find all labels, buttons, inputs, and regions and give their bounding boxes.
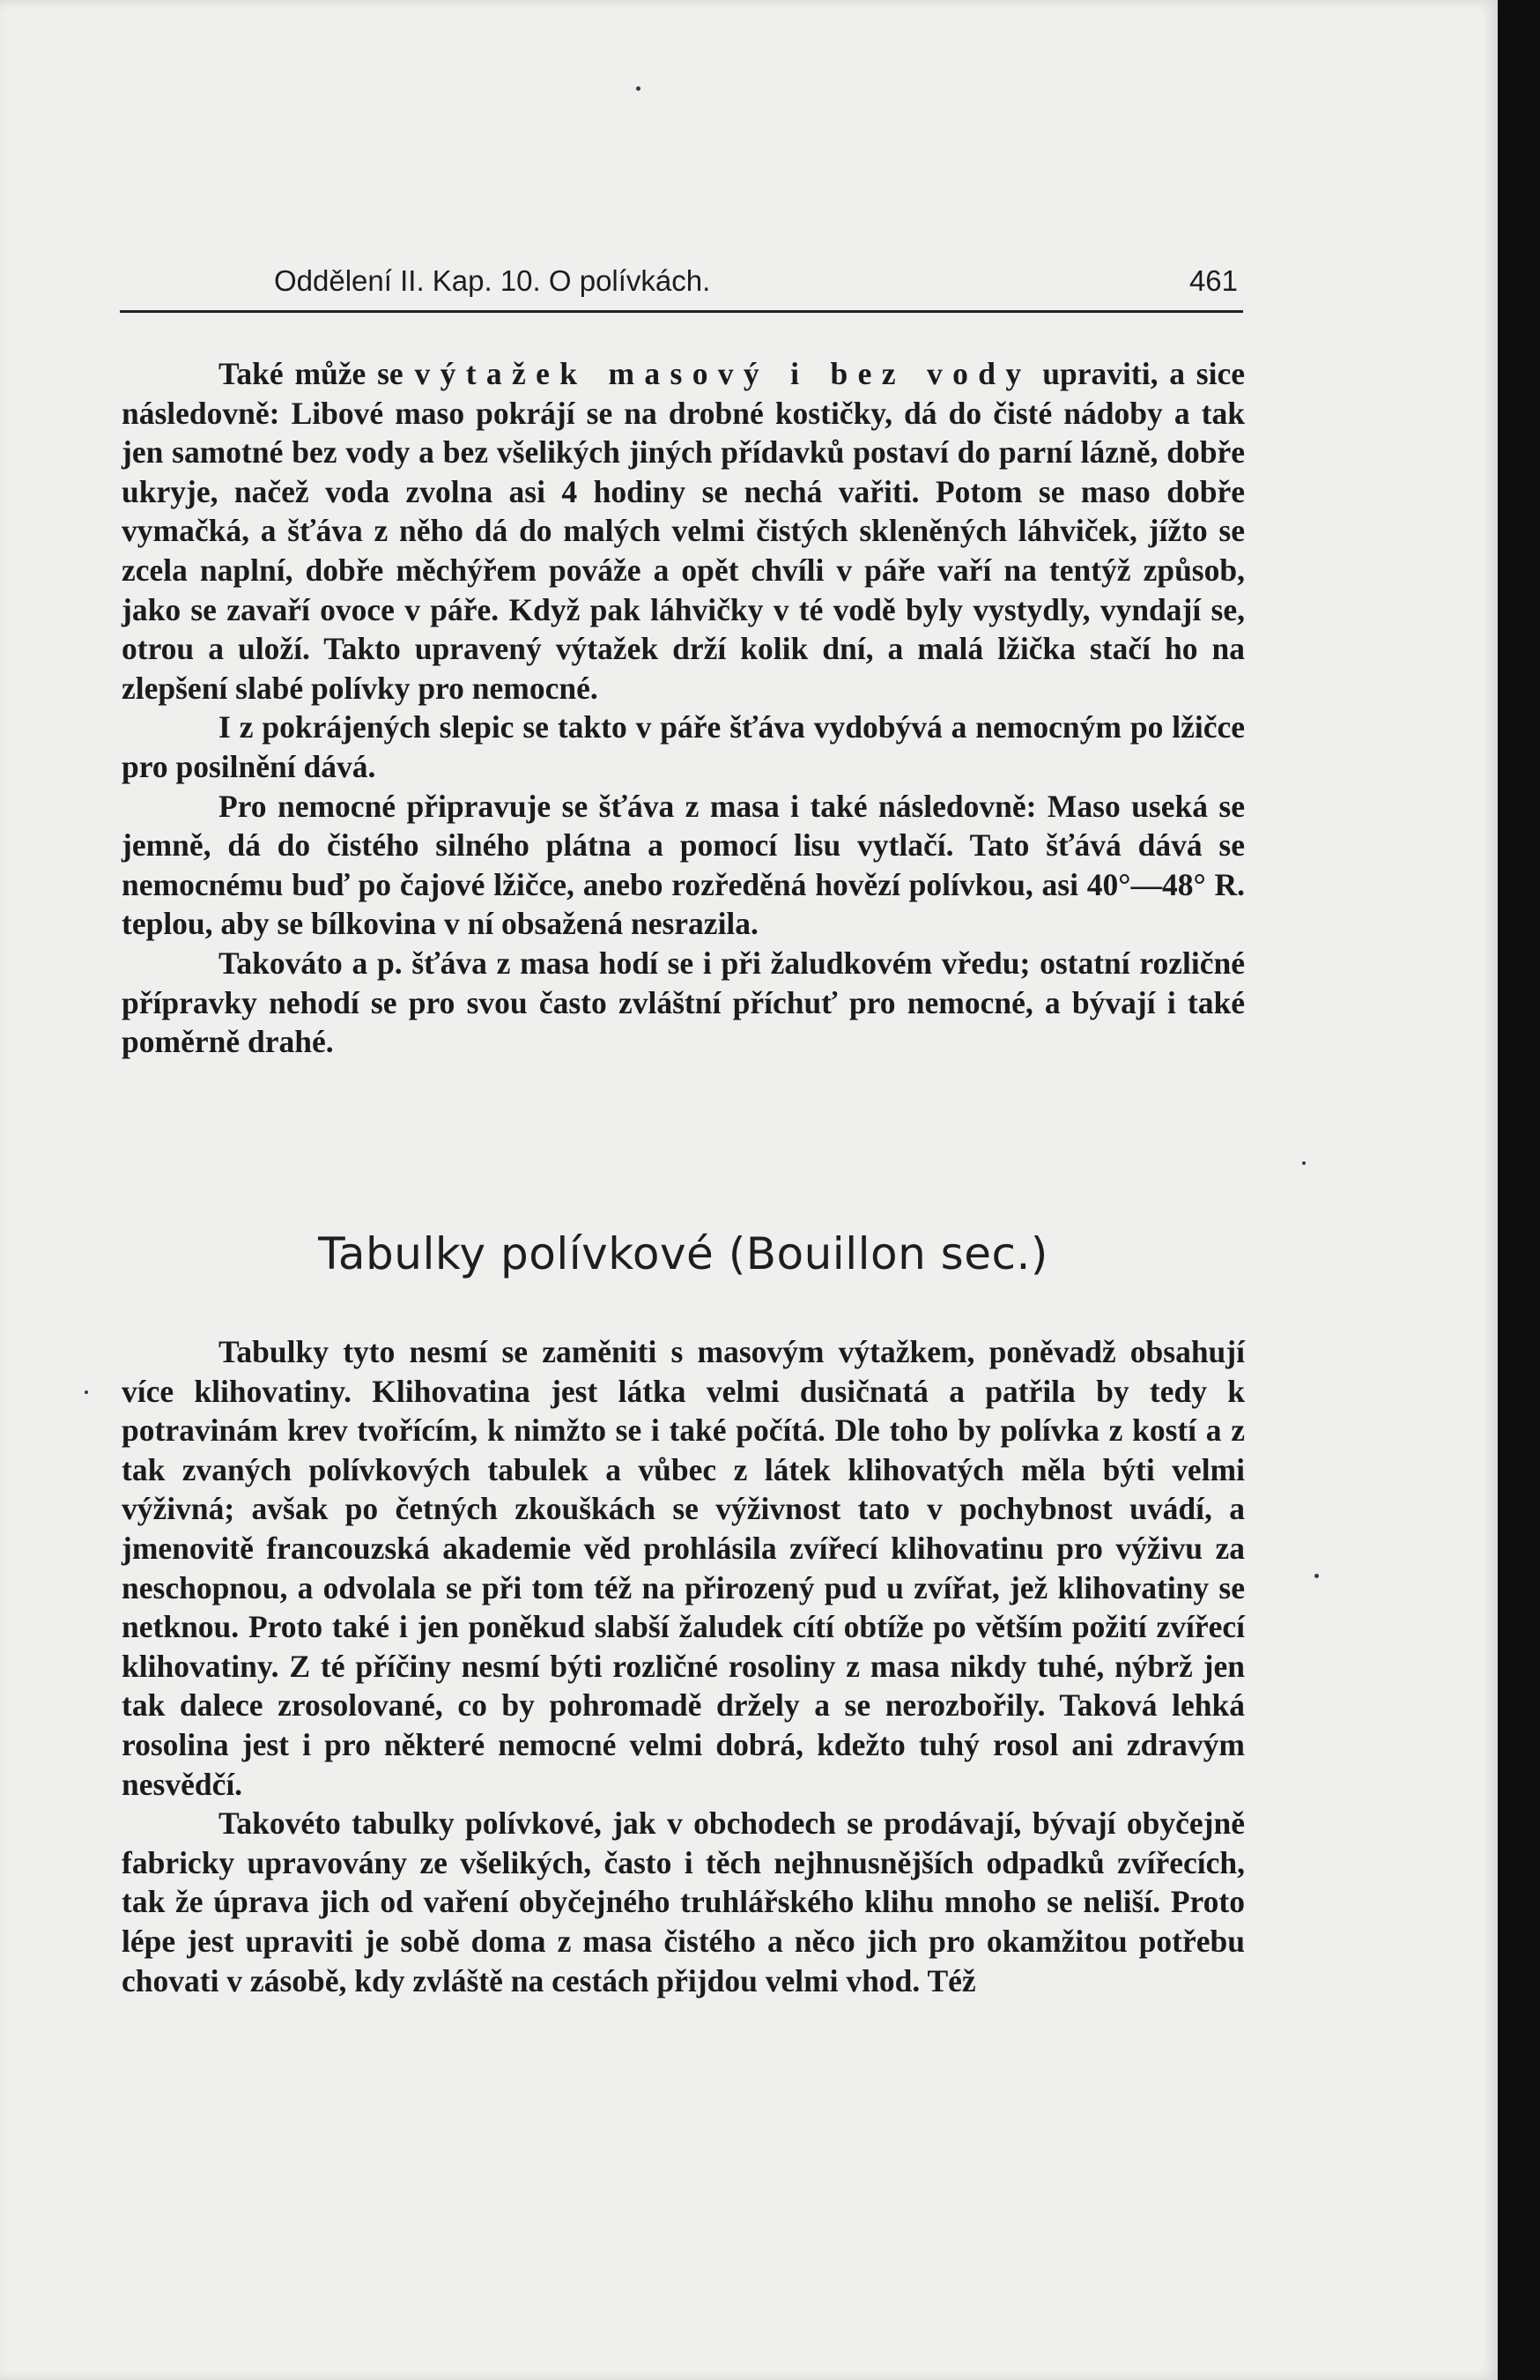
paragraph: Takováto a p. šťáva z masa hodí se i při žaludkovém vředu; ostatní rozličné přípravky nehodí se pro svou často zvláštní příchuť pro nemocné, a bývají i také poměrně drahé. (122, 945, 1245, 1060)
paragraph-rest: upraviti, a sice následovně: Libové maso pokrájí se na drobné kostičky, dá do čisté nádoby a tak jen samotné bez vody a bez všelikých jiných přídavků postaví do parní lázně, dobře ukryje, načež voda zvolna asi 4 hodiny se nechá vařiti. Potom se maso dobře vymačká, a šťáva z něho dá do malých velmi čistých skleněných láhviček, jížto se zcela naplní, dobře měchýřem pováže a opět chvíli v páře vaří na tentýž způsob, jako se zavaří ovoce v páře. Když pak láhvičky v té vodě byly vystydly, vyndají se, otrou a uloží. Takto upravený výtažek drží kolik dní, a malá lžička stačí ho na zlepšení slabé polívky pro nemocné. (122, 356, 1246, 706)
paragraph: Tabulky tyto nesmí se zaměniti s masovým výtažkem, poněvadž obsahují více klihovatiny. Klihovatina jest látka velmi dusičnatá a patřila by tedy k potravinám krev tvořícím, k nimžto se i také počítá. Dle toho by polívka z kostí a z tak zvaných polívkových tabulek a vůbec z látek klihovatých měla býti velmi výživná; avšak po četných zkouškách se výživnost tato v pochybnost uvádí, a jmenovitě francouzská akademie věd prohlásila zvířecí klihovatinu pro výživu za neschopnou, a odvolala se při tom též na přirozený pud u zvířat, jež klihovatiny se netknou. Proto také i jen poněkud slabší žaludek cítí obtíže po větším požití zvířecí klihovatiny. Z té příčiny nesmí býti rozličné rosoliny z masa nikdy tuhé, nýbrž jen tak dalece zrosolované, co by pohromadě držely a se nerozbořily. Taková lehká rosolina jest i pro některé nemocné velmi dobrá, kdežto tuhý rosol ani zdravým nesvědčí. (122, 1334, 1245, 1802)
page-number: 461 (1188, 264, 1238, 297)
print-speck (636, 86, 640, 91)
print-speck (85, 1390, 88, 1394)
print-speck (1302, 1161, 1306, 1165)
running-head-title: Oddělení II. Kap. 10. O polívkách. (274, 264, 711, 297)
section-heading: Tabulky polívkové (Bouillon sec.) (318, 1228, 1048, 1279)
paragraph-lead: Také může se (218, 356, 415, 391)
paragraph: Pro nemocné připravuje se šťáva z masa i také následovně: Maso useká se jemně, dá do čistého silného plátna a pomocí lisu vytlačí. Tato šťává dává se nemocnému buď po čajové lžičce, anebo rozředěná hovězí polívkou, asi 40°—48° R. teplou, aby se bílkovina v ní obsažená nesrazila. (122, 788, 1245, 942)
running-head (120, 264, 1241, 314)
emphasized-term: výtažek masový i bez vody (414, 356, 1032, 391)
header-rule (120, 310, 1243, 313)
print-speck (1314, 1574, 1319, 1578)
paragraph (122, 354, 1245, 708)
section-text-meat-extract (122, 354, 1245, 1062)
scan-edge (1498, 0, 1540, 2380)
paragraph: I z pokrájených slepic se takto v páře šťáva vydobývá a nemocným po lžičce pro posilnění dává. (122, 709, 1245, 784)
paragraph: Takovéto tabulky polívkové, jak v obchodech se prodávají, bývají obyčejně fabricky upravovány ze všelikých, často i těch nejhnusnějších odpadků zvířecích, tak že úprava jich od vaření obyčejného truhlářského klihu mnoho se neliší. Proto lépe jest upraviti je sobě doma z masa čistého a něco jich pro okamžitou potřebu chovati v zásobě, kdy zvláště na cestách přijdou velmi vhod. Též (122, 1805, 1245, 1998)
section-text-bouillon-tablets (122, 1332, 1245, 2000)
